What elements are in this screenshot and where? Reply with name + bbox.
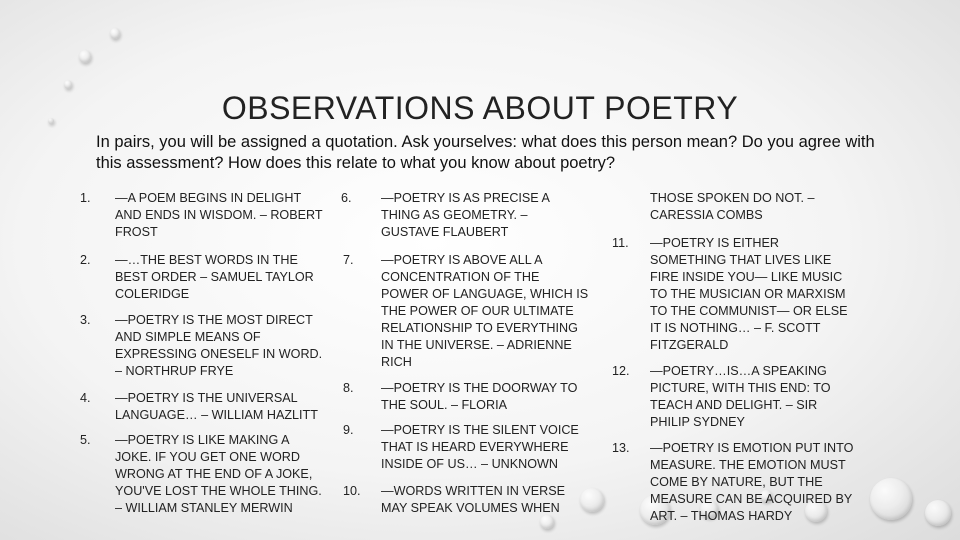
water-droplet: [925, 500, 951, 526]
quote-line: THE POWER OF OUR ULTIMATE: [381, 304, 574, 318]
quote-line: AND SIMPLE MEANS OF: [115, 330, 261, 344]
quote-line: BEST ORDER – SAMUEL TAYLOR: [115, 270, 314, 284]
quote-line: —POETRY IS AS PRECISE A: [381, 191, 550, 205]
quote-line: TO THE COMMUNIST— OR ELSE: [650, 304, 848, 318]
quote-number-13: 13.: [612, 441, 630, 455]
quote-line: WRONG AT THE END OF A JOKE,: [115, 467, 313, 481]
quote-line: LANGUAGE… – WILLIAM HAZLITT: [115, 408, 318, 422]
slide-title: OBSERVATIONS ABOUT POETRY: [221, 90, 739, 126]
quote-line: MEASURE. THE EMOTION MUST: [650, 458, 846, 472]
quote-line: – WILLIAM STANLEY MERWIN: [115, 501, 293, 515]
quote-line: —POETRY IS ABOVE ALL A: [381, 253, 543, 267]
quote-line: COLERIDGE: [115, 287, 190, 301]
quote-line: FROST: [115, 225, 158, 239]
quote-line: —…THE BEST WORDS IN THE: [115, 253, 298, 267]
quote-line: JOKE. IF YOU GET ONE WORD: [115, 450, 300, 464]
quote-line: FITZGERALD: [650, 338, 729, 352]
quote-line: COME BY NATURE, BUT THE: [650, 475, 823, 489]
quote-line: GUSTAVE FLAUBERT: [381, 225, 509, 239]
quote-line: —POETRY IS THE UNIVERSAL: [115, 391, 298, 405]
quote-number-8: 8.: [343, 381, 354, 395]
quote-line: —A POEM BEGINS IN DELIGHT: [115, 191, 302, 205]
quote-number-2: 2.: [80, 253, 91, 267]
quote-line: MEASURE CAN BE ACQUIRED BY: [650, 492, 853, 506]
quote-line: CARESSIA COMBS: [650, 208, 763, 222]
quote-line: —WORDS WRITTEN IN VERSE: [381, 484, 566, 498]
quote-number-6: 6.: [341, 191, 352, 205]
quote-line: INSIDE OF US… – UNKNOWN: [381, 457, 559, 471]
quote-number-4: 4.: [80, 391, 91, 405]
quote-number-5: 5.: [80, 433, 91, 447]
quote-line: —POETRY…IS…A SPEAKING: [650, 364, 827, 378]
quote-line: – NORTHRUP FRYE: [115, 364, 234, 378]
slide-subtitle: In pairs, you will be assigned a quotation. Ask yourselves: what does this person mean? Do you agree with this assessment? How does this relate to what you know about poetry?: [96, 133, 875, 172]
quote-line: TO THE MUSICIAN OR MARXISM: [650, 287, 846, 301]
quote-number-7: 7.: [343, 253, 354, 267]
water-droplet: [79, 50, 91, 63]
quote-line: THING AS GEOMETRY. –: [381, 208, 528, 222]
quote-number-3: 3.: [80, 313, 91, 327]
quote-line: PICTURE, WITH THIS END: TO: [650, 381, 831, 395]
quote-number-1: 1.: [80, 191, 91, 205]
water-droplet: [110, 28, 120, 39]
quote-line: —POETRY IS EMOTION PUT INTO: [650, 441, 854, 455]
water-droplet: [870, 478, 912, 520]
quote-number-10: 10.: [343, 484, 361, 498]
quote-line: —POETRY IS LIKE MAKING A: [115, 433, 290, 447]
quote-line: —POETRY IS THE MOST DIRECT: [115, 313, 313, 327]
quote-line: YOU'VE LOST THE WHOLE THING.: [115, 484, 322, 498]
quote-line: THE SOUL. – FLORIA: [381, 398, 507, 412]
quote-line: —POETRY IS THE DOORWAY TO: [381, 381, 578, 395]
quote-line: CONCENTRATION OF THE: [381, 270, 540, 284]
quote-number-11: 11.: [612, 236, 629, 250]
quote-line: THOSE SPOKEN DO NOT. –: [650, 191, 815, 205]
quote-line: —POETRY IS THE SILENT VOICE: [381, 423, 579, 437]
quote-number-9: 9.: [343, 423, 354, 437]
quote-number-12: 12.: [612, 364, 630, 378]
quote-line: AND ENDS IN WISDOM. – ROBERT: [115, 208, 323, 222]
water-droplet: [580, 488, 604, 512]
quote-line: —POETRY IS EITHER: [650, 236, 779, 250]
quote-line: FIRE INSIDE YOU— LIKE MUSIC: [650, 270, 843, 284]
water-droplet: [540, 515, 554, 529]
quote-line: RICH: [381, 355, 412, 369]
water-droplet: [64, 80, 72, 89]
quote-line: PHILIP SYDNEY: [650, 415, 745, 429]
quote-line: SOMETHING THAT LIVES LIKE: [650, 253, 832, 267]
quote-line: EXPRESSING ONESELF IN WORD.: [115, 347, 323, 361]
quote-line: IT IS NOTHING… – F. SCOTT: [650, 321, 821, 335]
quote-line: IN THE UNIVERSE. – ADRIENNE: [381, 338, 572, 352]
quote-line: POWER OF LANGUAGE, WHICH IS: [381, 287, 589, 301]
quote-line: RELATIONSHIP TO EVERYTHING: [381, 321, 578, 335]
quote-line: THAT IS HEARD EVERYWHERE: [381, 440, 569, 454]
quote-line: MAY SPEAK VOLUMES WHEN: [381, 501, 560, 515]
quote-line: TEACH AND DELIGHT. – SIR: [650, 398, 818, 412]
quote-line: ART. – THOMAS HARDY: [650, 509, 793, 523]
